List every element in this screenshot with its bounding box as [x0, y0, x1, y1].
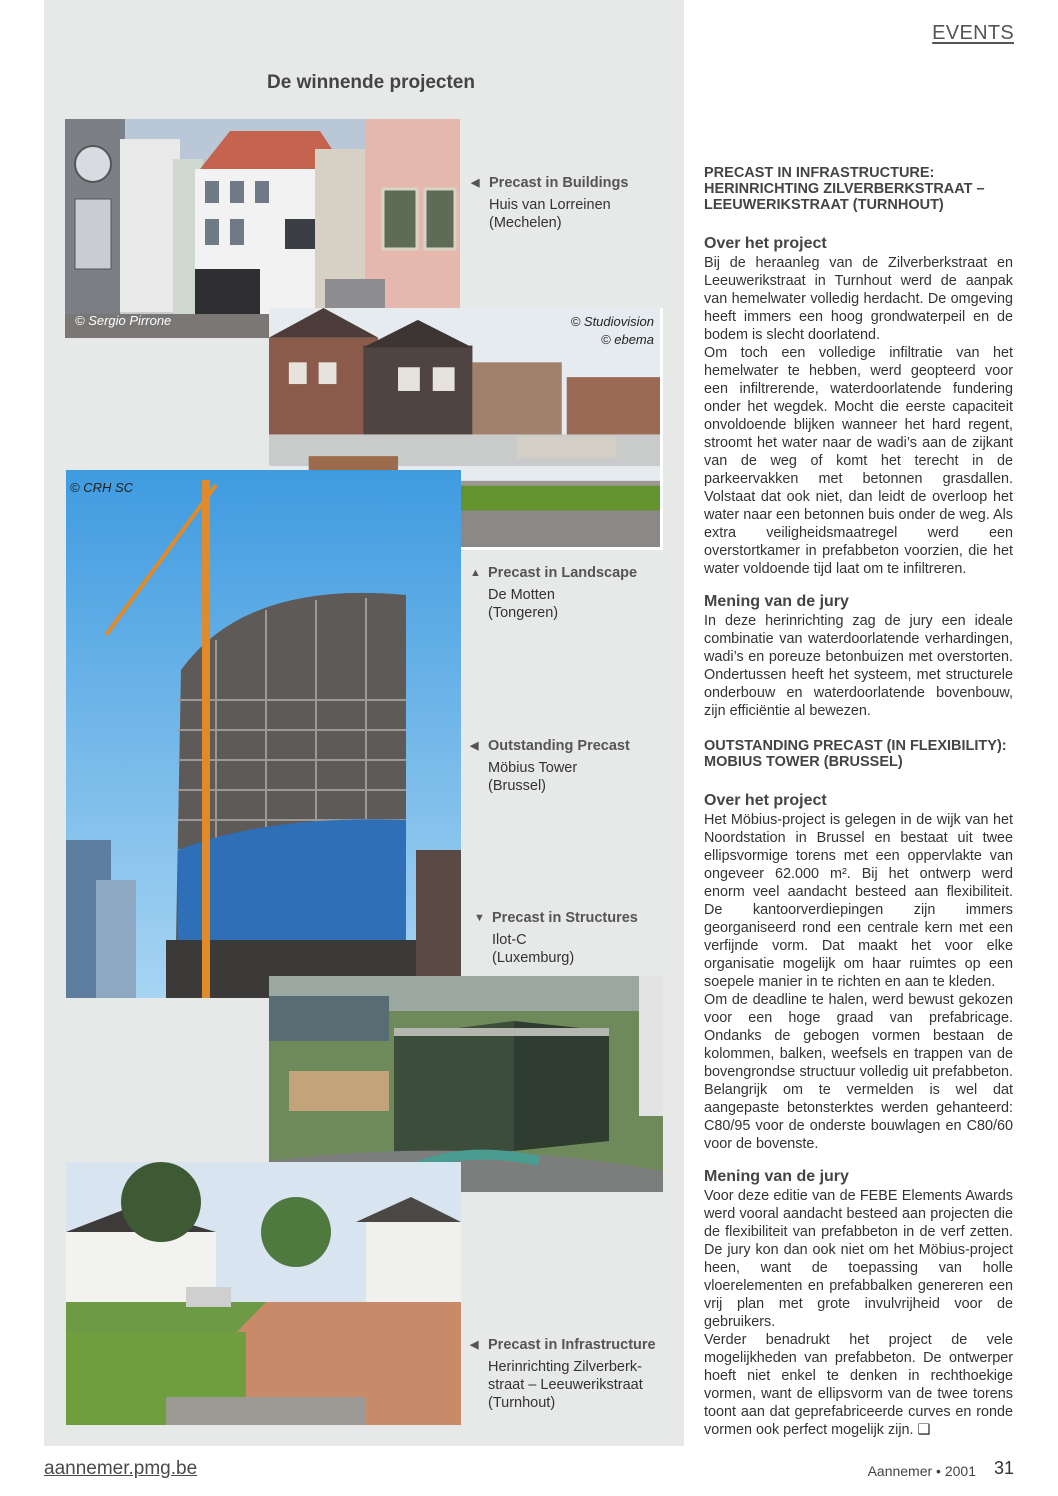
photo-credit-landscape-1: © Studiovision [570, 314, 654, 329]
paragraph: Om de deadline te halen, werd bewust gekozen voor een hoge graad van prefabricage. Ondanks de gebogen vormen bestaan de kolommen, balken, weefsels en trappen van de bovengrondse structuur volledig uit prefabbeton. Belangrijk om te vermelden is wel dat aangepaste betonsterktes werden gehanteerd: C80/95 voor de onderste bouwlagen en C80/60 voor de bovenste. [704, 992, 1013, 1152]
page-heading: De winnende projecten [267, 72, 475, 93]
caption-precast-in-infrastructure [470, 1336, 688, 1412]
paragraph: Om toch een volledige infiltratie van het hemelwater te hebben, werd geopteerd voor een infiltrerende, waterdoorlatende fundering onder het wegdek. Mocht die eerste capaciteit onvoldoende blijken wanneer het hard regent, stroomt het water naar de wadi’s aan de zijkant van de weg of komt het terecht in de parkeervakken met betonnen grasdallen. Volstaat dat ook niet, dan leidt de overloop het water naar een betonnen buis onder de weg. Als extra veiligheidsmaatregel werd een overstortkamer in prefabbeton voorzien, die het water voldoende tijd laat om te infiltreren. [704, 345, 1013, 577]
footer-url-link[interactable]: aannemer.pmg.be [44, 1458, 198, 1479]
caption-title: Precast in Structures [492, 910, 638, 926]
arrow-left-icon: ◀ [470, 1339, 479, 1351]
photo-credit-landscape-2: © ebema [601, 332, 654, 347]
section-heading: Mening van de jury [704, 593, 849, 610]
photo-zilverberkstraat [66, 1162, 461, 1425]
photo-credit-buildings: © Sergio Pirrone [75, 313, 172, 328]
photo-credit-landscape [520, 313, 654, 349]
section-heading: Over het project [704, 792, 827, 809]
footer-magazine: Aannemer • 2001 [867, 1463, 976, 1479]
caption-line: Ilot-C [492, 932, 527, 948]
section-heading: Over het project [704, 235, 827, 252]
article-title: OUTSTANDING PRECAST (IN FLEXIBILITY): MOBIUS TOWER (BRUSSEL) [704, 738, 1007, 770]
arrow-up-icon: ▲ [470, 567, 481, 579]
caption-line: De Motten [488, 587, 555, 603]
caption-line: (Luxemburg) [492, 950, 575, 966]
paragraph: Voor deze editie van de FEBE Elements Awards werd vooral aandacht besteed aan projecten die de flexibiliteit van prefabbeton in de verf zetten. De jury kon dan ook niet om het Möbius-project heen, want de toepassing van holle vloerelementen en prefabbalken genereren een vrij plan met grote invulvrijheid voor de gebruikers. [704, 1188, 1013, 1330]
caption-precast-in-structures [474, 909, 692, 967]
photo-mobius-tower [66, 470, 461, 998]
paragraph: In deze herinrichting zag de jury een ideale combinatie van waterdoorlatende verhardingen, wadi’s en poreuze betonbuizen met overstorten. Ondertussen heeft het systeem, met structurele onderbouw en waterdoorlatende bovenbouw, zijn efficiëntie al bewezen. [704, 613, 1013, 719]
article-column [704, 165, 1013, 1439]
caption-line: Möbius Tower [488, 760, 578, 776]
caption-title: Outstanding Precast [488, 738, 630, 754]
caption-line: (Turnhout) [488, 1395, 556, 1411]
caption-title: Precast in Infrastructure [488, 1337, 656, 1353]
page-number: 31 [993, 1458, 1014, 1478]
paragraph: Bij de heraanleg van de Zilverberkstraat en Leeuwerikstraat in Turnhout werd de aanpak van hemelwater volledig herdacht. De omgeving heeft immers een hoog grondwaterpeil en de bodem is slecht doorlatend. [704, 255, 1013, 343]
caption-line: straat – Leeuwerikstraat [488, 1377, 643, 1393]
arrow-left-icon: ◀ [471, 177, 480, 189]
caption-title: Precast in Landscape [488, 565, 638, 581]
caption-outstanding-precast [470, 737, 688, 795]
section-tag: EVENTS [932, 22, 1014, 44]
paragraph: Het Möbius-project is gelegen in de wijk van het Noordstation in Brussel en bestaat uit twee ellipsvormige torens met een oppervlakte van ongeveer 62.000 m². Bij het ontwerp werd enorm veel aandacht besteed aan flexibiliteit. De kantoorverdiepingen zijn immers georganiseerd rond een centrale kern met een verfijnde vorm. Dat maakt het voor elke organisatie mogelijk om haar ruimtes op een soepele manier in te richten en aan te kleden. [704, 812, 1013, 990]
arrow-left-icon: ◀ [470, 740, 479, 752]
caption-precast-in-buildings [471, 174, 689, 232]
caption-precast-in-landscape [470, 564, 688, 622]
section-heading: Mening van de jury [704, 1168, 849, 1185]
caption-line: (Mechelen) [489, 215, 562, 231]
photo-huis-van-lorreinen [65, 119, 460, 338]
caption-title: Precast in Buildings [489, 175, 629, 191]
caption-line: Herinrichting Zilverberk- [488, 1359, 642, 1375]
photo-ilot-c [269, 976, 663, 1192]
photo-credit-tower: © CRH SC [70, 480, 134, 495]
caption-line: Huis van Lorreinen [489, 197, 611, 213]
paragraph: Verder benadrukt het project de vele mogelijkheden van prefabbeton. De ontwerper hoeft niet enkel te denken in rechthoekige vormen, want de ellipsvorm van de twee torens toont aan dat geprefabriceerde curves en ronde vormen ook perfect mogelijk zijn. ❑ [704, 1332, 1013, 1438]
arrow-down-icon: ▼ [474, 912, 485, 924]
article-title: PRECAST IN INFRASTRUCTURE: HERINRICHTING ZILVERBERKSTRAAT – LEEUWERIKSTRAAT (TURNHOUT) [704, 165, 985, 213]
caption-line: (Brussel) [488, 778, 547, 794]
caption-line: (Tongeren) [488, 605, 559, 621]
